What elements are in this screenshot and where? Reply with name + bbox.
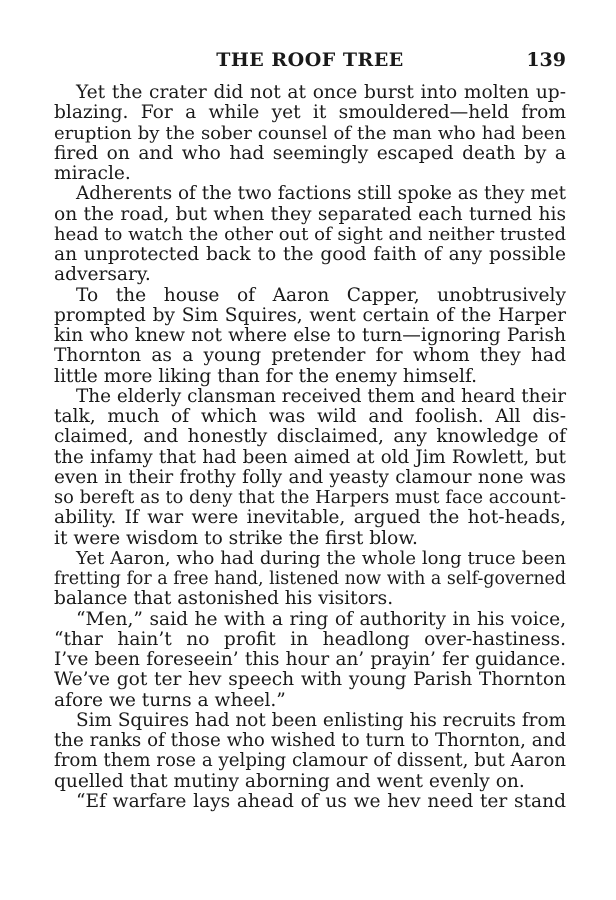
text-line: adversary.	[54, 264, 151, 286]
text-line: claimed, and honestly disclaimed, any knowledge of	[54, 426, 566, 448]
text-line: Thornton as a young pretender for whom they had	[54, 345, 566, 367]
text-line: balance that astonished his visitors.	[54, 588, 394, 610]
text-line: little more liking than for the enemy himself.	[54, 365, 478, 387]
text-line: from them rose a yelping clamour of dissent, but Aaron	[54, 750, 566, 772]
text-line: I’ve been foreseein’ this hour an’ prayin’ fer guidance.	[54, 649, 566, 670]
text-line: The elderly clansman received them and heard their	[76, 385, 567, 407]
text-line: kin who knew not where else to turn—ignoring Parish	[54, 325, 566, 346]
text-line: fretting for a free hand, listened now with a self-governed	[54, 569, 566, 589]
text-line: on the road, but when they separated each turned his	[54, 203, 566, 225]
running-head	[54, 47, 566, 73]
page-number: 139	[526, 49, 566, 71]
text-line: talk, much of which was wild and foolish. All dis-	[54, 406, 566, 427]
text-line: Sim Squires had not been enlisting his recruits from	[76, 709, 566, 731]
text-line: eruption by the sober counsel of the man who had been	[54, 122, 566, 144]
text-line: We’ve got ter hev speech with young Parish Thornton	[54, 669, 566, 691]
text-line: so bereft as to deny that the Harpers must face account-	[54, 487, 566, 508]
text-line: “Ef warfare lays ahead of us we hev need ter stand	[76, 790, 566, 812]
running-head-title: THE ROOF TREE	[216, 49, 404, 71]
text-line: even in their frothy folly and yeasty clamour none was	[54, 466, 566, 488]
text-line: blazing. For a while yet it smouldered—held from	[54, 102, 566, 124]
text-line: afore we turns a wheel.”	[54, 689, 286, 711]
text-line: quelled that mutiny aborning and went evenly on.	[54, 770, 525, 792]
text-line: miracle.	[54, 163, 131, 184]
text-line: Adherents of the two factions still spoke as they met	[76, 183, 567, 205]
text-line: ability. If war were inevitable, argued the hot-heads,	[54, 507, 566, 529]
text-line: prompted by Sim Squires, went certain of the Harper	[54, 304, 566, 326]
text-line: “thar hain’t no profit in headlong over-hastiness.	[54, 628, 566, 650]
text-line: the ranks of those who wished to turn to Thornton, and	[54, 730, 566, 751]
text-line: fired on and who had seemingly escaped death by a	[54, 142, 566, 164]
text-line: Yet the crater did not at once burst into molten up-	[76, 82, 566, 103]
text-line: an unprotected back to the good faith of any possible	[54, 244, 566, 265]
text-line: Yet Aaron, who had during the whole long truce been	[76, 547, 566, 569]
text-line: head to watch the other out of sight and neither trusted	[54, 223, 566, 245]
text-line: it were wisdom to strike the first blow.	[54, 527, 418, 549]
body-text	[54, 83, 566, 812]
text-line: the infamy that had been aimed at old Jim Rowlett, but	[54, 446, 566, 468]
text-line: “Men,” said he with a ring of authority in his voice,	[76, 608, 566, 630]
text-line: To the house of Aaron Capper, unobtrusively	[76, 284, 566, 306]
